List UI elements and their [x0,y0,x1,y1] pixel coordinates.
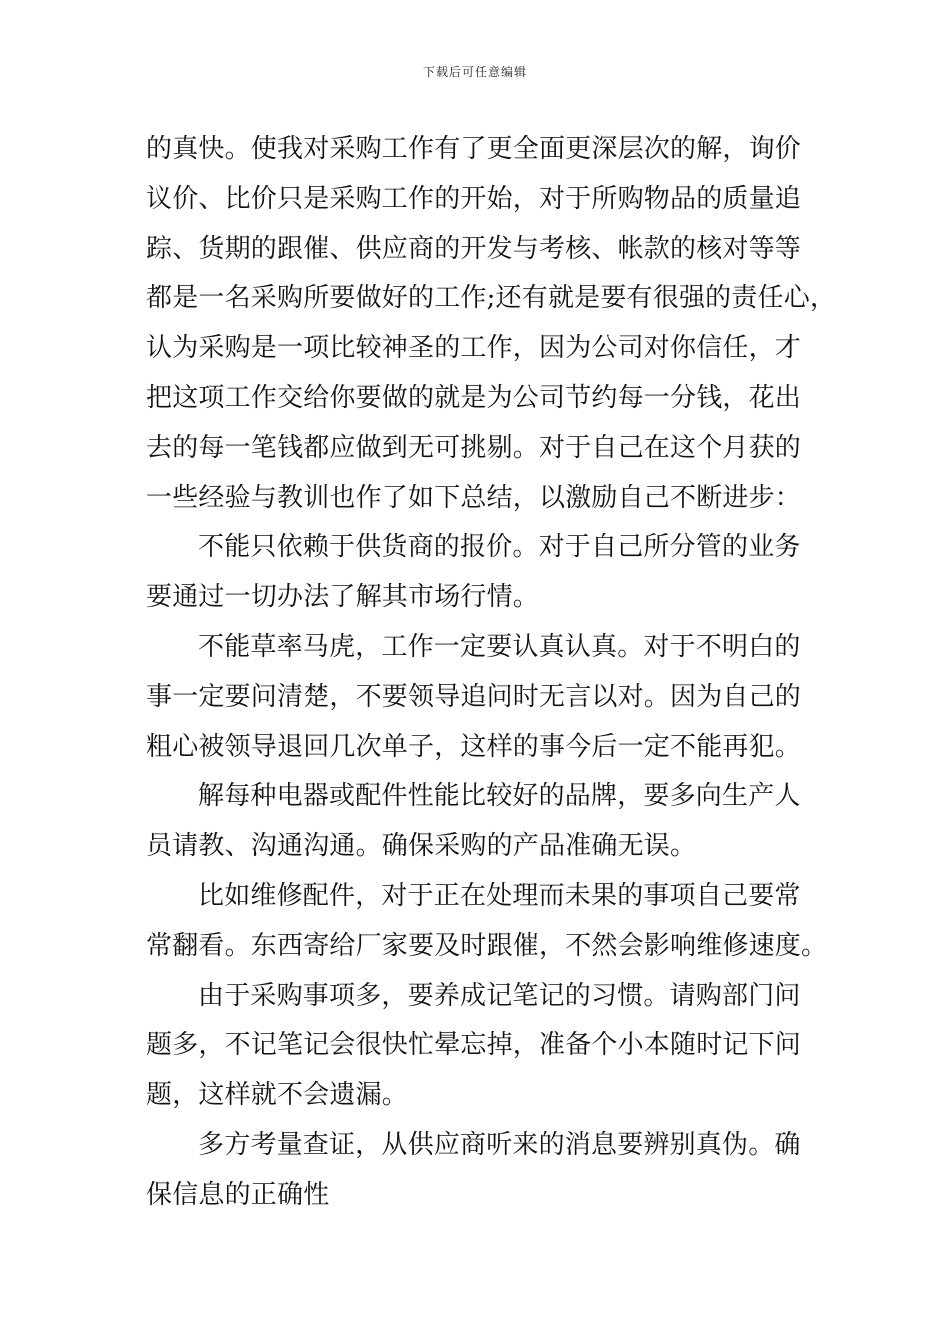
text-line: 去的每一笔钱都应做到无可挑剔。对于自己在这个月获的 [146,432,802,463]
text-line: 题，这样就不会遗漏。 [146,1080,409,1111]
text-line: 认为采购是一项比较神圣的工作，因为公司对你信任，才 [146,333,802,364]
paragraph-first-line: 由于采购事项多，要养成记笔记的习惯。请购部门问 [198,980,801,1011]
text-line: 保信息的正确性 [146,1179,330,1210]
paragraph-first-line: 不能草率马虎，工作一定要认真认真。对于不明白的 [198,631,801,662]
document-body [146,125,837,1221]
text-line: 粗心被领导退回几次单子，这样的事今后一定不能再犯。 [146,731,802,762]
text-line: 常翻看。东西寄给厂家要及时跟催，不然会影响维修速度。 [146,930,828,961]
paragraph-first-line: 多方考量查证，从供应商听来的消息要辨别真伪。确 [198,1129,801,1160]
text-line: 议价、比价只是采购工作的开始，对于所购物品的质量追 [146,183,802,214]
text-line: 都是一名采购所要做好的工作;还有就是要有很强的责任心， [146,283,837,314]
text-line: 员请教、沟通沟通。确保采购的产品准确无误。 [146,831,697,862]
text-line: 把这项工作交给你要做的就是为公司节约每一分钱，花出 [146,382,802,413]
paragraph-first-line: 解每种电器或配件性能比较好的品牌，要多向生产人 [198,781,801,812]
text-line: 的真快。使我对采购工作有了更全面更深层次的解，询价 [146,134,802,164]
paragraph-first-line: 比如维修配件，对于正在处理而未果的事项自己要常 [198,880,801,911]
text-line: 要通过一切办法了解其市场行情。 [146,582,540,613]
text-line: 事一定要问清楚，不要领导追问时无言以对。因为自己的 [146,681,802,712]
page-header: 下载后可任意编辑 [422,65,527,79]
text-line: 踪、货期的跟催、供应商的开发与考核、帐款的核对等等 [146,233,802,264]
text-line: 题多，不记笔记会很快忙晕忘掉，准备个小本随时记下问 [146,1030,802,1061]
text-line: 一些经验与教训也作了如下总结，以激励自己不断进步： [146,482,802,513]
paragraph-first-line: 不能只依赖于供货商的报价。对于自己所分管的业务 [198,532,801,563]
